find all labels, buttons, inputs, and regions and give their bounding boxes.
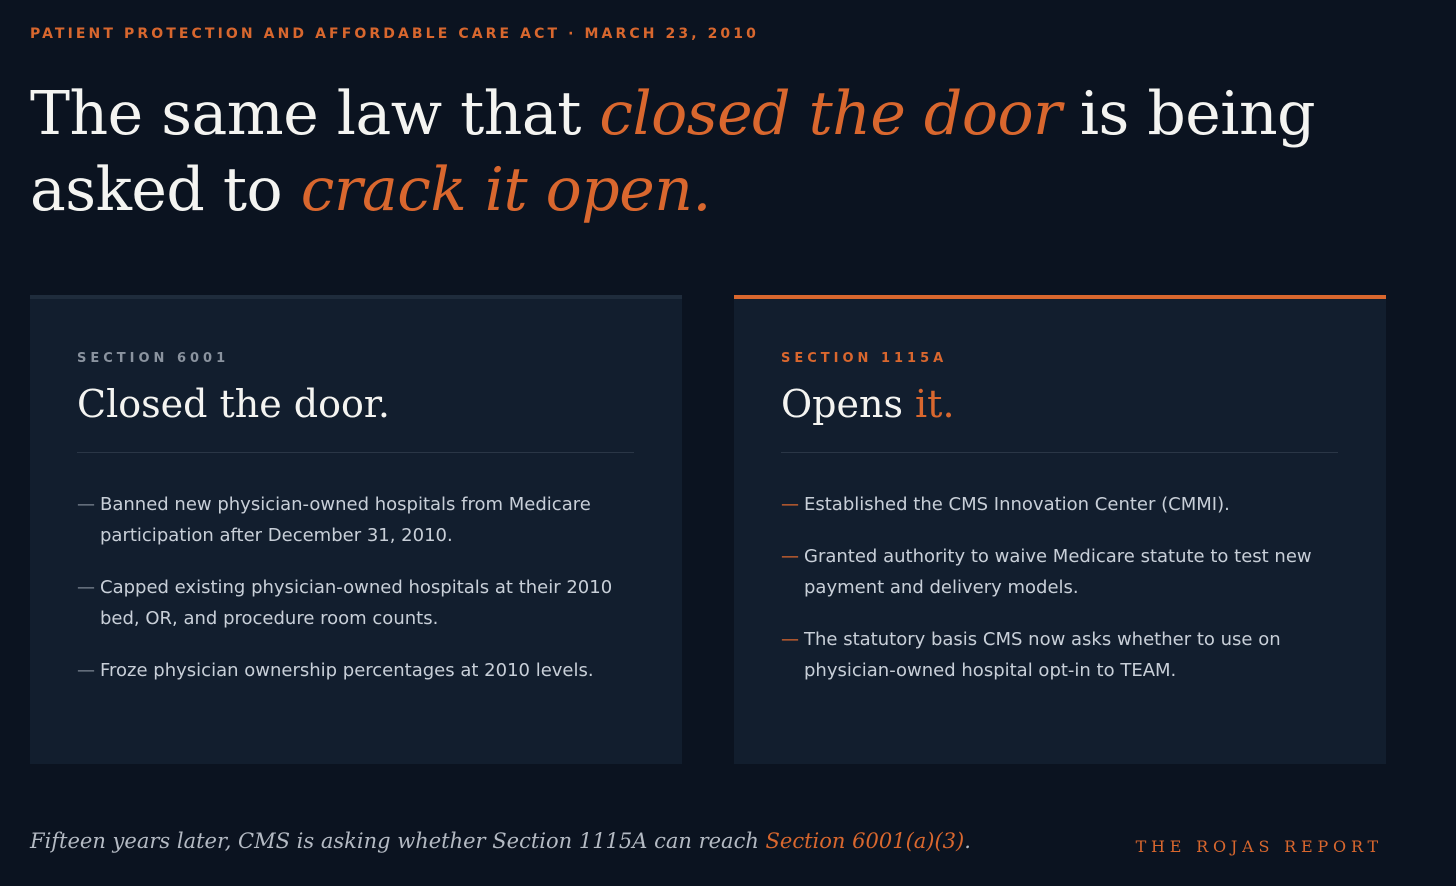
footer-note-accent: Section 6001(a)(3) — [765, 829, 965, 853]
dash-marker: — — [77, 660, 95, 681]
list-item — [781, 489, 1341, 520]
card-title: Closed the door. — [77, 382, 390, 426]
divider — [77, 452, 634, 453]
dash-marker: — — [781, 629, 799, 650]
list-item-text: Granted authority to waive Medicare statute to test new payment and delivery models. — [804, 546, 1312, 598]
list-item — [77, 655, 637, 686]
footer-note — [30, 826, 971, 856]
card-title-accent: it. — [915, 382, 955, 426]
list-item-text: Established the CMS Innovation Center (CMMI). — [804, 494, 1230, 515]
provision-list — [77, 489, 637, 707]
dash-marker: — — [77, 494, 95, 515]
list-item-text: Banned new physician-owned hospitals from Medicare participation after December 31, 2010. — [100, 494, 591, 546]
headline-part-1: The same law that — [30, 79, 600, 149]
list-item — [781, 624, 1341, 686]
section-6001-card — [30, 295, 682, 764]
section-label: SECTION 1115A — [781, 351, 948, 366]
card-title-text: Opens — [781, 382, 916, 426]
footer-note-end: . — [964, 829, 971, 853]
section-label: SECTION 6001 — [77, 351, 230, 366]
headline-accent-2: crack it open. — [300, 155, 711, 225]
dash-marker: — — [781, 546, 799, 567]
section-1115a-card — [734, 295, 1386, 764]
list-item-text: Capped existing physician-owned hospitals at their 2010 bed, OR, and procedure room counts. — [100, 577, 613, 629]
list-item-text: Froze physician ownership percentages at 2010 levels. — [100, 660, 594, 681]
list-item — [77, 489, 637, 551]
list-item-text: The statutory basis CMS now asks whether to use on physician-owned hospital opt-in to TEAM. — [804, 629, 1281, 681]
footer-note-text: Fifteen years later, CMS is asking whether Section 1115A can reach — [30, 829, 766, 853]
provision-list — [781, 489, 1341, 707]
card-title — [781, 377, 955, 431]
divider — [781, 452, 1338, 453]
dash-marker: — — [77, 577, 95, 598]
dash-marker: — — [781, 494, 799, 515]
list-item — [77, 572, 637, 634]
brand-wordmark: THE ROJAS REPORT — [1135, 837, 1383, 856]
list-item — [781, 541, 1341, 603]
headline-accent-1: closed the door — [599, 79, 1062, 149]
headline — [30, 76, 1410, 228]
headline-part-2: is being asked to — [30, 79, 1316, 225]
kicker: PATIENT PROTECTION AND AFFORDABLE CARE ACT · MARCH 23, 2010 — [30, 26, 759, 42]
